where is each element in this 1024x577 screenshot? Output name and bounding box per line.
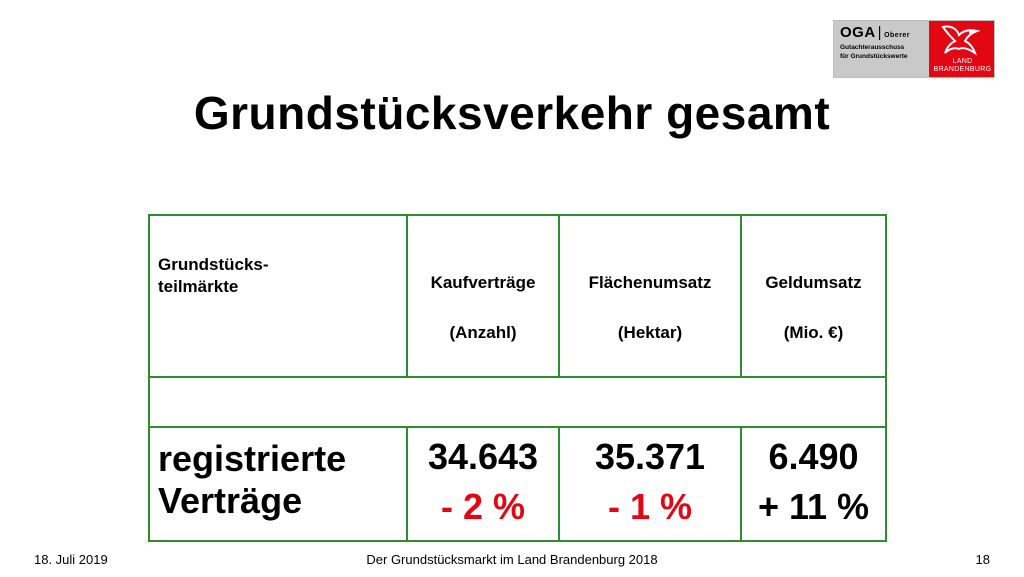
footer-title: Der Grundstücksmarkt im Land Brandenburg 2018 bbox=[366, 552, 658, 567]
header-kaufvertraege: Kaufverträge (Anzahl) bbox=[407, 215, 559, 377]
kauf-value: 34.643 bbox=[427, 436, 539, 477]
row-label: registrierte Verträge bbox=[149, 427, 407, 541]
geld-value: 6.490 bbox=[768, 436, 859, 477]
land-text: LAND bbox=[952, 58, 973, 65]
header-teilmaerkte: Grundstücks- teilmärkte bbox=[149, 215, 407, 377]
table-header-row bbox=[149, 215, 886, 377]
oga-line3: für Grundstückswerte bbox=[840, 53, 908, 60]
flaeche-change: - 1 % bbox=[607, 486, 693, 527]
eagle-icon bbox=[937, 23, 983, 57]
oga-line2: Gutachterausschuss bbox=[840, 44, 905, 51]
oga-logo bbox=[833, 20, 995, 78]
geld-change: + 11 % bbox=[757, 486, 870, 527]
table-row bbox=[149, 427, 886, 541]
page-number: 18 bbox=[975, 552, 990, 567]
header-flaechenumsatz: Flächenumsatz (Hektar) bbox=[559, 215, 741, 377]
footer-date: 18. Juli 2019 bbox=[34, 552, 108, 567]
brandenburg-logo bbox=[929, 21, 994, 77]
table-spacer-row bbox=[149, 377, 886, 427]
cell-flaechenumsatz bbox=[559, 427, 741, 541]
header-geldumsatz: Geldumsatz (Mio. €) bbox=[741, 215, 886, 377]
page-title: Grundstücksverkehr gesamt bbox=[193, 87, 831, 139]
kauf-change: - 2 % bbox=[440, 486, 526, 527]
data-table bbox=[148, 214, 887, 542]
brandenburg-text: BRANDENBURG bbox=[933, 66, 992, 73]
oga-abbrev: OGA bbox=[840, 24, 876, 41]
oga-logo-text: OGA | Oberer Gutachterausschuss für Grundstückswerte bbox=[834, 21, 929, 77]
cell-kaufvertraege bbox=[407, 427, 559, 541]
cell-geldumsatz bbox=[741, 427, 886, 541]
flaeche-value: 35.371 bbox=[594, 436, 706, 477]
oga-oberer: Oberer bbox=[884, 32, 911, 39]
